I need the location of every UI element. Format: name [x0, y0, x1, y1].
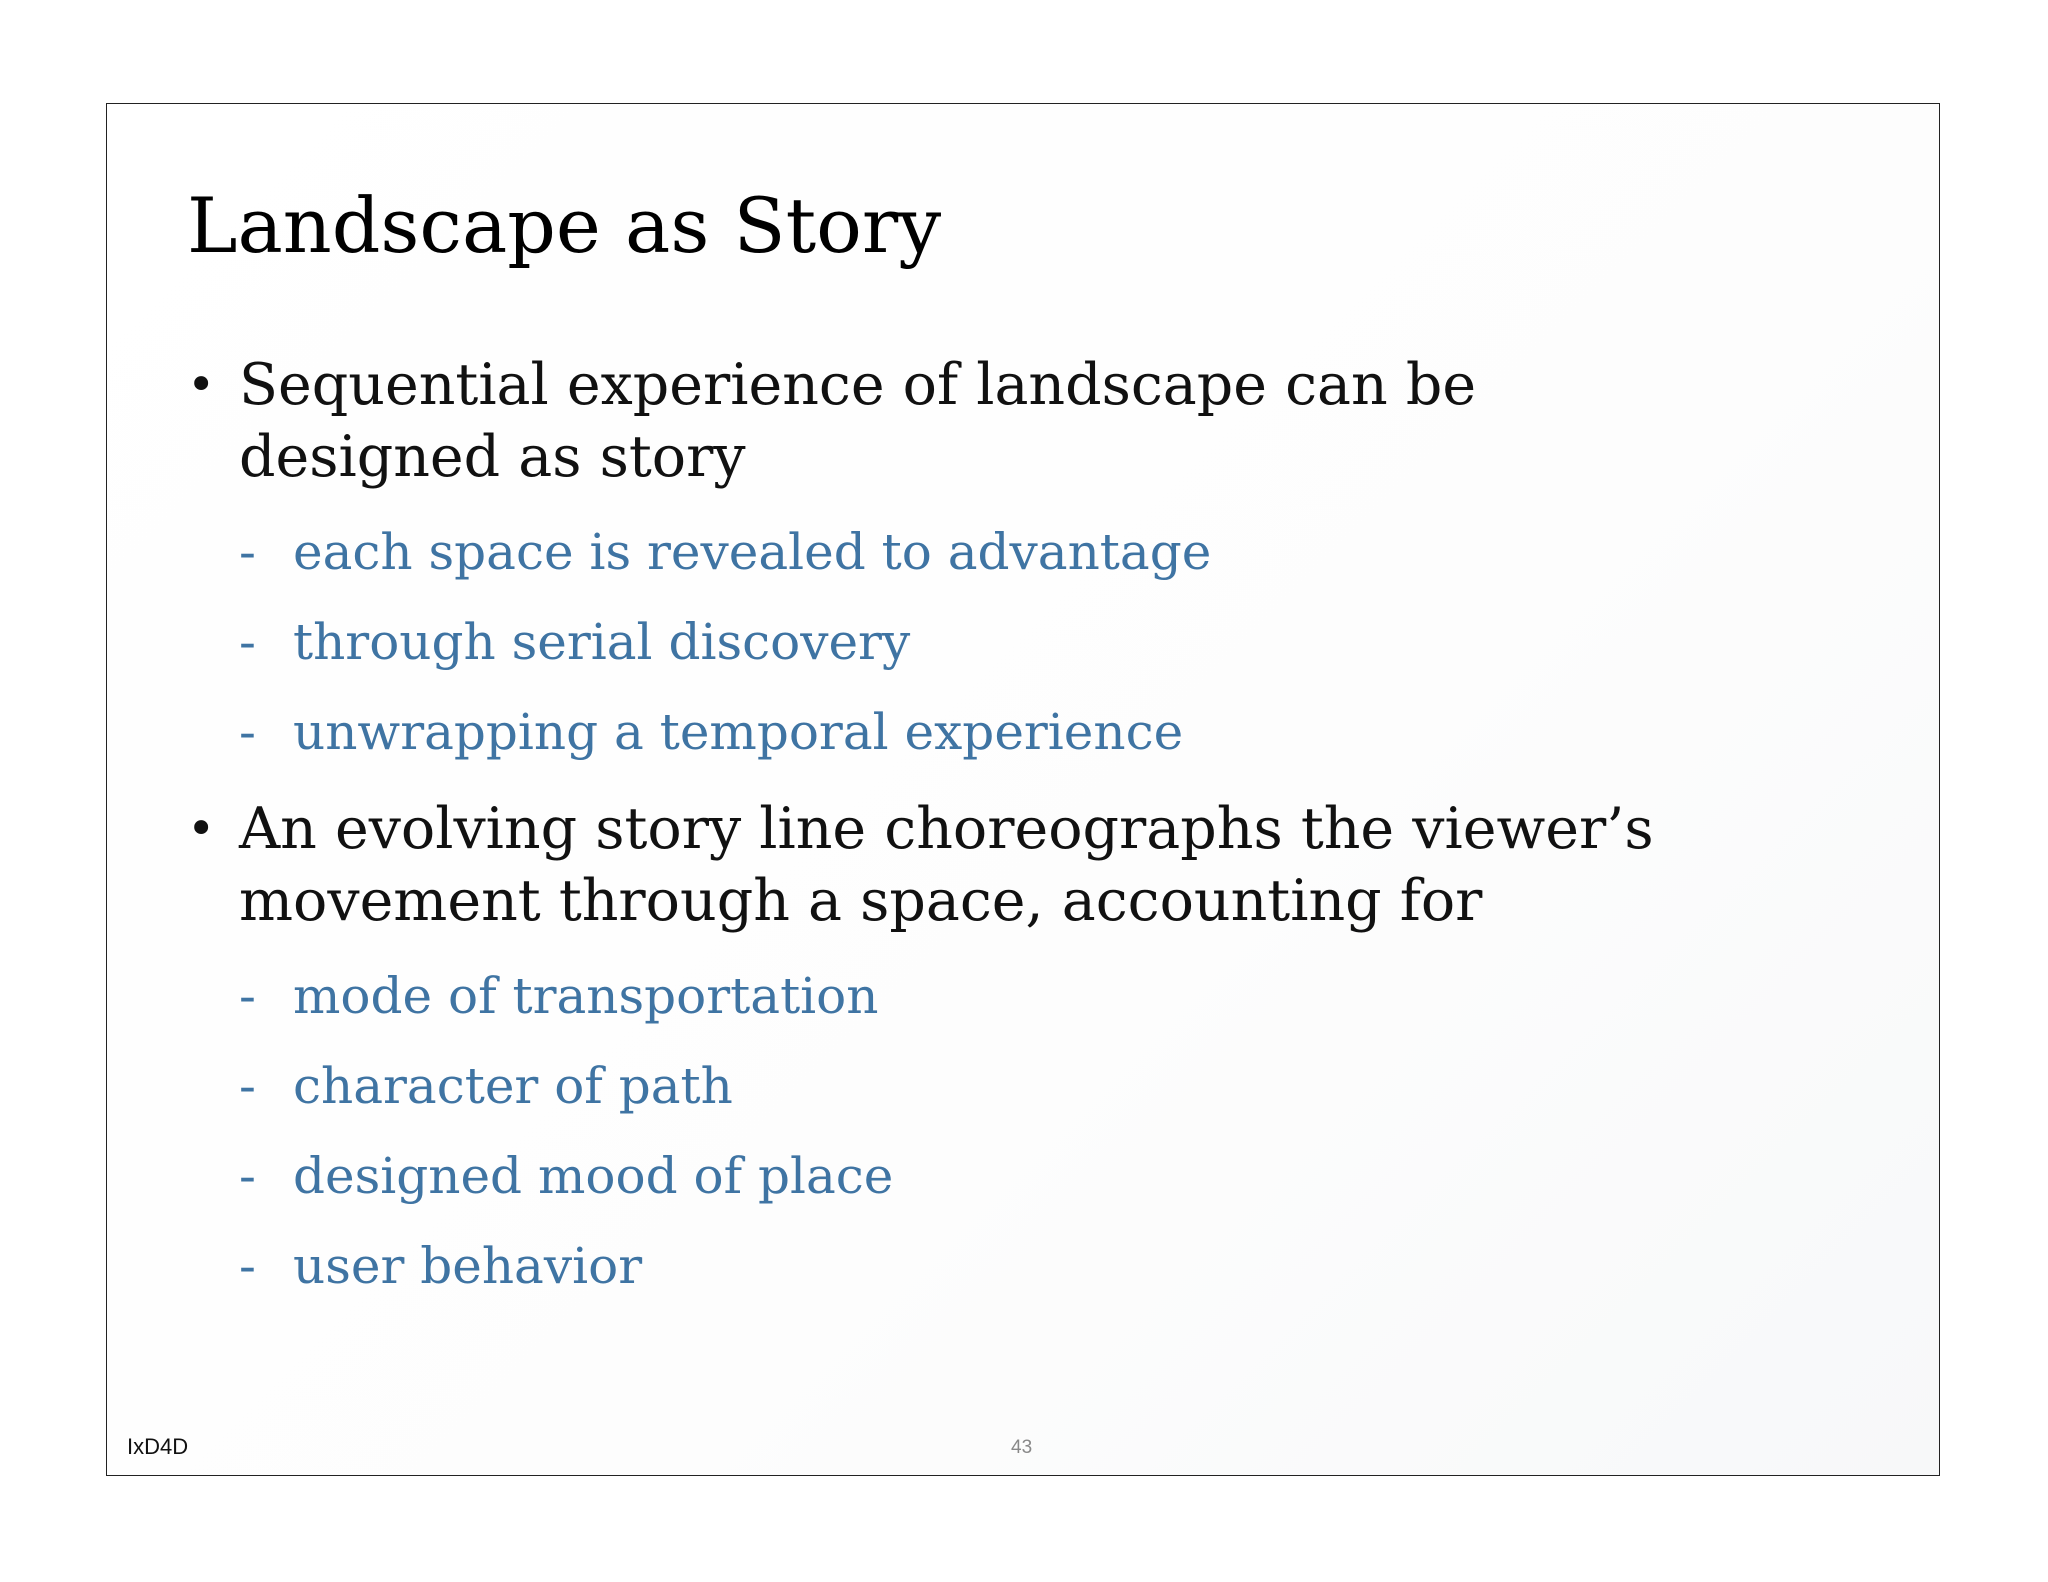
sub-bullet-item — [239, 1221, 1807, 1311]
bullet-dot-icon: • — [187, 357, 216, 413]
sub-bullet-item — [239, 1131, 1807, 1221]
sub-bullet-list — [239, 507, 1807, 777]
dash-icon: - — [239, 1237, 256, 1295]
bullet-item — [187, 793, 1719, 937]
sub-bullet-list — [239, 951, 1807, 1311]
sub-bullet-item — [239, 951, 1807, 1041]
slide-title: Landscape as Story — [187, 181, 942, 270]
footer-label: IxD4D — [127, 1434, 189, 1459]
slide-content — [187, 349, 1807, 1311]
bullet-text: Sequential experience of landscape can be designed as story — [239, 352, 1477, 490]
dash-icon: - — [239, 1057, 256, 1115]
bullet-dot-icon: • — [187, 801, 216, 857]
sub-bullet-item — [239, 687, 1807, 777]
sub-bullet-item — [239, 597, 1807, 687]
sub-bullet-text: designed mood of place — [293, 1147, 894, 1205]
sub-bullet-item — [239, 1041, 1807, 1131]
dash-icon: - — [239, 523, 256, 581]
sub-bullet-text: unwrapping a temporal experience — [293, 703, 1184, 761]
sub-bullet-text: each space is revealed to advantage — [293, 523, 1212, 581]
dash-icon: - — [239, 613, 256, 671]
bullet-item — [187, 349, 1499, 493]
sub-bullet-text: mode of transportation — [293, 967, 879, 1025]
sub-bullet-text: through serial discovery — [293, 613, 911, 671]
page-number: 43 — [1011, 1437, 1033, 1458]
slide — [106, 103, 1940, 1476]
sub-bullet-text: user behavior — [293, 1237, 643, 1295]
spacer — [187, 777, 1807, 793]
dash-icon: - — [239, 1147, 256, 1205]
sub-bullet-item — [239, 507, 1807, 597]
bullet-text: An evolving story line choreographs the viewer’s movement through a space, accounting for — [239, 796, 1654, 934]
dash-icon: - — [239, 967, 256, 1025]
sub-bullet-text: character of path — [293, 1057, 733, 1115]
dash-icon: - — [239, 703, 256, 761]
